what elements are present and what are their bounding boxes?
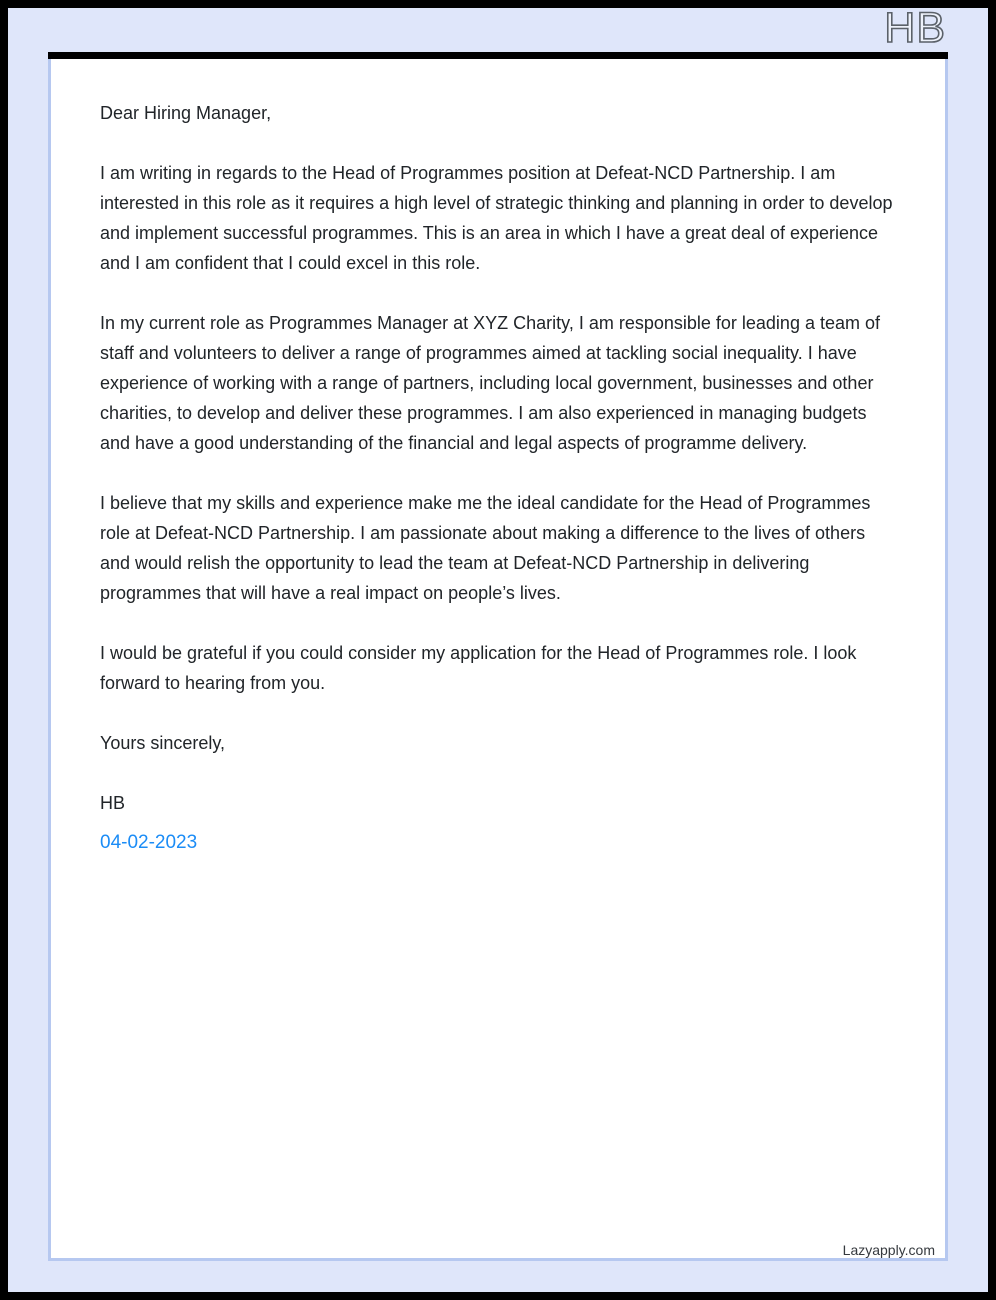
signature: HB xyxy=(100,793,126,813)
paragraph-current-role: In my current role as Programmes Manager at XYZ Charity, I am responsible for leading a team of staff and volunteers to deliver a range of programmes aimed at tackling social inequality. I have experience of working with a range of partners, including local government, businesses and other charities, to develop and deliver these programmes. I am also experienced in managing budgets and have a good understanding of the financial and legal aspects of programme delivery. xyxy=(100,313,880,453)
letter-content xyxy=(51,59,945,858)
closing: Yours sincerely, xyxy=(100,733,226,753)
watermark: Lazyapply.com xyxy=(842,1242,935,1258)
paragraph-closing-request: I would be grateful if you could consider my application for the Head of Programmes role. I look forward to hearing from you. xyxy=(100,643,857,693)
letter-panel xyxy=(48,59,948,1261)
top-bar-divider xyxy=(48,52,948,59)
paragraph-fit: I believe that my skills and experience make me the ideal candidate for the Head of Programmes role at Defeat-NCD Partnership. I am passionate about making a difference to the lives of others and would relish the opportunity to lead the team at Defeat-NCD Partnership in delivering programmes that will have a real impact on people’s lives. xyxy=(100,493,871,603)
salutation: Dear Hiring Manager, xyxy=(100,103,272,123)
brand-logo: HB xyxy=(884,4,946,52)
letter-date: 04-02-2023 xyxy=(100,832,198,853)
paragraph-intro: I am writing in regards to the Head of Programmes position at Defeat-NCD Partnership. I am interested in this role as it requires a high level of strategic thinking and planning in order to develop and implement successful programmes. This is an area in which I have a great deal of experience and I am confident that I could excel in this role. xyxy=(100,163,893,273)
